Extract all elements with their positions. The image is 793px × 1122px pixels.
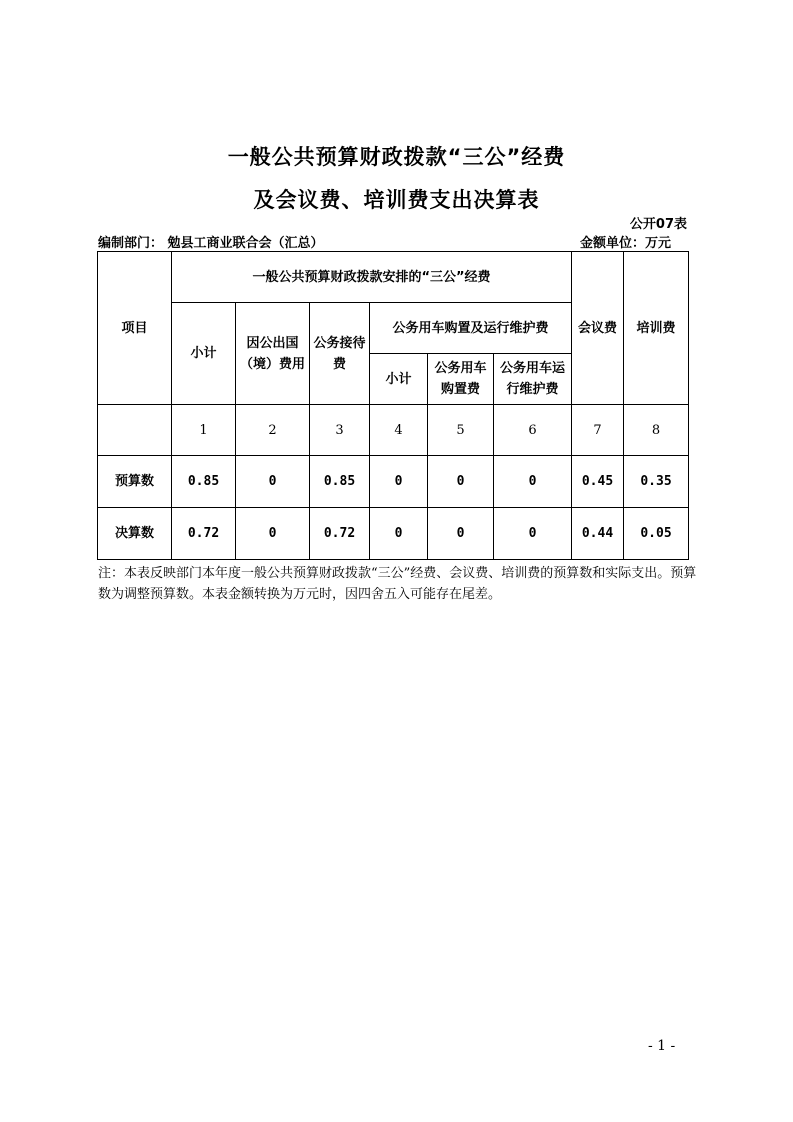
cell-value: 0 [236, 456, 310, 508]
header-item: 项目 [98, 252, 172, 405]
cell-value: 0 [494, 508, 572, 560]
column-number: 3 [310, 405, 370, 456]
cell-value: 0.05 [624, 508, 689, 560]
header-vehicle-group: 公务用车购置及运行维护费 [370, 303, 572, 354]
header-subtotal: 小计 [172, 303, 236, 405]
compiling-unit: 编制部门： 勉县工商业联合会（汇总） [98, 236, 324, 251]
row-label: 预算数 [98, 456, 172, 508]
column-number: 5 [428, 405, 494, 456]
cell-value: 0 [494, 456, 572, 508]
header-abroad: 因公出国（境）费用 [236, 303, 310, 405]
column-number-row [98, 405, 689, 456]
header-meeting: 会议费 [572, 252, 624, 405]
header-three-public-group: 一般公共预算财政拨款安排的“三公”经费 [172, 252, 572, 303]
cell-value: 0.85 [172, 456, 236, 508]
page-number: - 1 - [648, 1038, 676, 1054]
column-number: 4 [370, 405, 428, 456]
cell-value: 0 [236, 508, 310, 560]
table-title-line2: 及会议费、培训费支出决算表 [253, 188, 540, 212]
cell-value: 0.72 [310, 508, 370, 560]
header-training: 培训费 [624, 252, 689, 405]
header-vehicle-subtotal: 小计 [370, 354, 428, 405]
column-number: 6 [494, 405, 572, 456]
cell-value: 0.45 [572, 456, 624, 508]
meta-row [98, 232, 688, 250]
column-number: 7 [572, 405, 624, 456]
column-number-blank [98, 405, 172, 456]
form-number: 公开07表 [629, 217, 687, 232]
cell-value: 0 [370, 456, 428, 508]
cell-value: 0.35 [624, 456, 689, 508]
table-note: 注：本表反映部门本年度一般公共预算财政拨款“三公”经费、会议费、培训费的预算数和实际支出。预算数为调整预算数。本表金额转换为万元时，因四舍五入可能存在尾差。 [98, 566, 697, 602]
header-vehicle-purchase: 公务用车购置费 [428, 354, 494, 405]
column-number: 8 [624, 405, 689, 456]
row-label: 决算数 [98, 508, 172, 560]
cell-value: 0.72 [172, 508, 236, 560]
column-number: 2 [236, 405, 310, 456]
expense-table [97, 251, 689, 560]
table-title-line1: 一般公共预算财政拨款“三公”经费 [227, 145, 566, 169]
cell-value: 0.44 [572, 508, 624, 560]
header-reception: 公务接待费 [310, 303, 370, 405]
cell-value: 0 [428, 508, 494, 560]
amount-unit: 金额单位：万元 [579, 236, 671, 251]
cell-value: 0.85 [310, 456, 370, 508]
column-number: 1 [172, 405, 236, 456]
cell-value: 0 [428, 456, 494, 508]
table-row-budget [98, 456, 689, 508]
table-row-final [98, 508, 689, 560]
cell-value: 0 [370, 508, 428, 560]
header-vehicle-operation: 公务用车运行维护费 [494, 354, 572, 405]
